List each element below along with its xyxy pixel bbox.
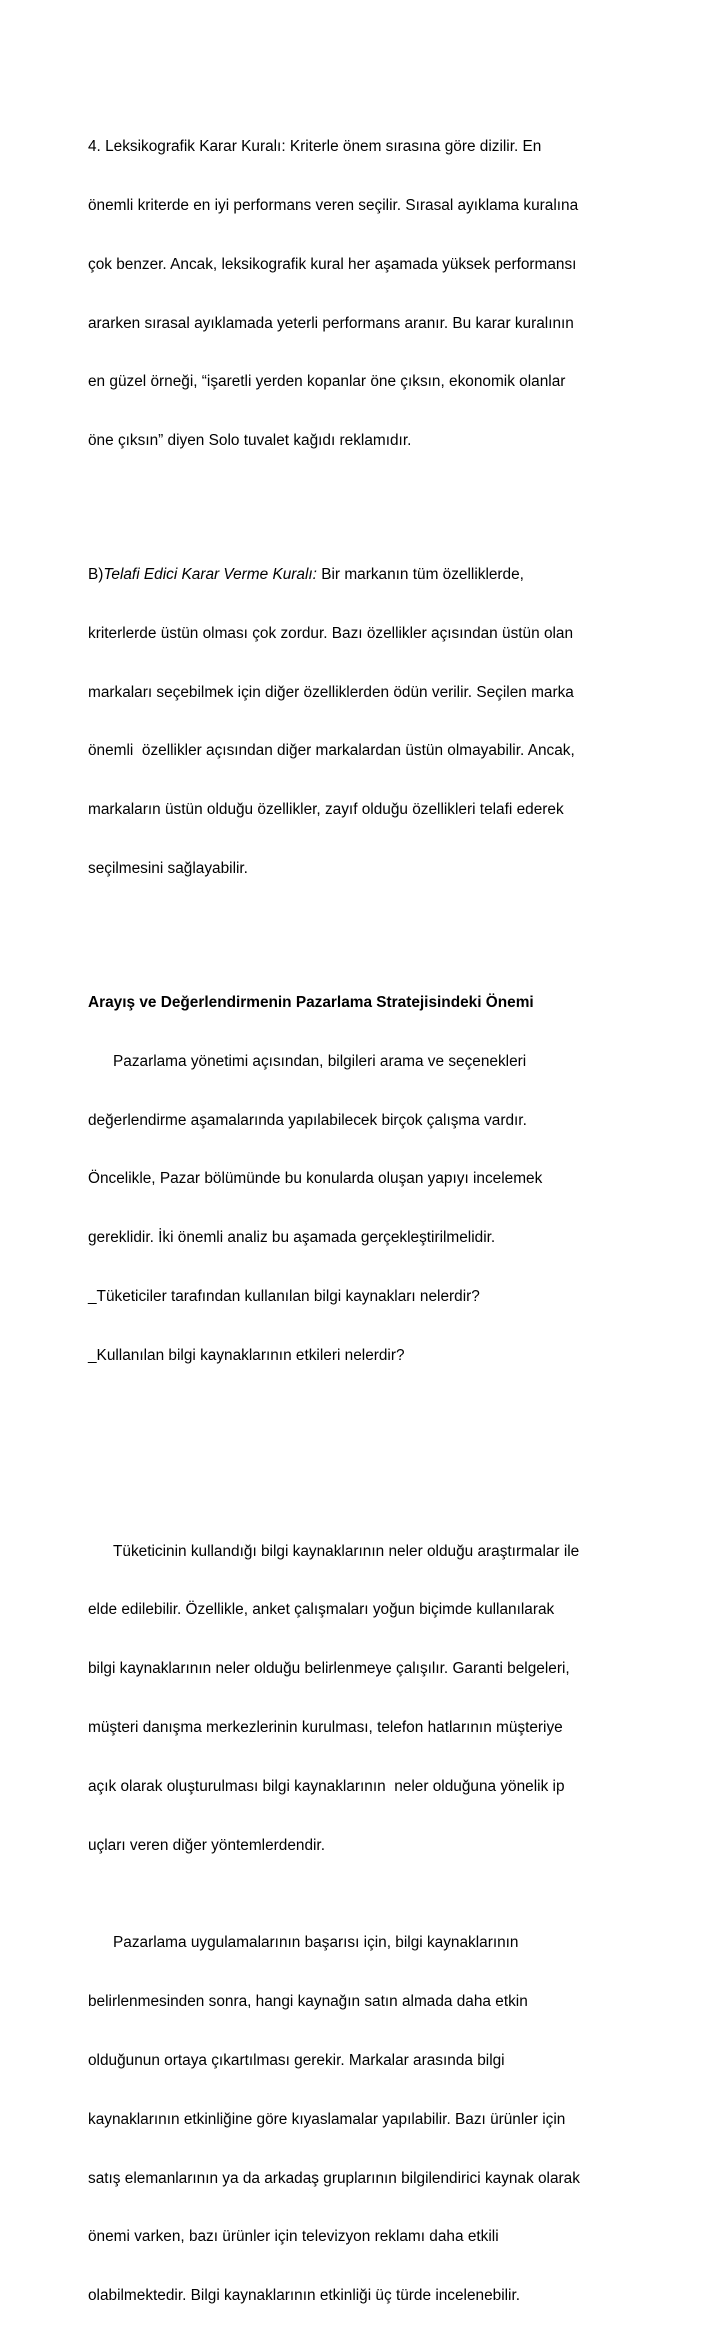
text-line: gereklidir. İki önemli analiz bu aşamada gerçekleştirilmelidir.: [88, 1229, 496, 1247]
paragraph-information-sources: [88, 1502, 688, 1894]
text-line: ararken sırasal ayıklamada yeterli performans aranır. Bu karar kuralının: [88, 314, 574, 332]
text-line: önemi varken, bazı ürünler için televizyon reklamı daha etkili: [88, 2228, 499, 2246]
text-line: açık olarak oluşturulması bilgi kaynaklarının neler olduğuna yönelik ip: [88, 1777, 565, 1795]
spacer: [88, 1404, 688, 1502]
list-prefix: B): [88, 566, 104, 584]
text-line: öne çıksın” diyen Solo tuvalet kağıdı reklamıdır.: [88, 432, 412, 450]
paragraph-compensatory-rule: [88, 526, 688, 918]
text-line: Pazarlama uygulamalarının başarısı için, bilgi kaynaklarının: [113, 1934, 519, 1952]
text-line: en güzel örneği, “işaretli yerden kopanlar öne çıksın, ekonomik olanlar: [88, 373, 566, 391]
text-line: önemli özellikler açısından diğer markalardan üstün olmayabilir. Ancak,: [88, 742, 575, 760]
text-line: olabilmektedir. Bilgi kaynaklarının etkinliği üç türde incelenebilir.: [88, 2287, 521, 2305]
text-line: müşteri danışma merkezlerinin kurulması, telefon hatlarının müşteriye: [88, 1718, 563, 1736]
text-line: satış elemanlarının ya da arkadaş gruplarının bilgilendirici kaynak olarak: [88, 2169, 580, 2187]
spacer: [88, 490, 688, 526]
text-line: seçilmesini sağlayabilir.: [88, 859, 248, 877]
text-line: çok benzer. Ancak, leksikografik kural her aşamada yüksek performansı: [88, 255, 577, 273]
text-line: belirlenmesinden sonra, hangi kaynağın satın almada daha etkin: [88, 1993, 528, 2011]
text-line: markaları seçebilmek için diğer özelliklerden ödün verilir. Seçilen marka: [88, 683, 574, 701]
text-line: Pazarlama yönetimi açısından, bilgileri arama ve seçenekleri: [113, 1052, 527, 1070]
rule-title: Telafi Edici Karar Verme Kuralı:: [103, 566, 317, 584]
text-fragment: Bir markanın tüm özelliklerde,: [316, 566, 524, 584]
text-line: değerlendirme aşamalarında yapılabilecek birçok çalışma vardır.: [88, 1111, 527, 1129]
text-line: 4. Leksikografik Karar Kuralı: Kriterle önem sırasına göre dizilir. En: [88, 138, 542, 156]
text-line: kriterlerde üstün olması çok zordur. Bazı özellikler açısından üstün olan: [88, 624, 574, 642]
text-line: uçları veren diğer yöntemlerdendir.: [88, 1836, 325, 1854]
text-line: bilgi kaynaklarının neler olduğu belirlenmeye çalışılır. Garanti belgeleri,: [88, 1660, 570, 1678]
document-page: [88, 98, 688, 2345]
section-heading: Arayış ve Değerlendirmenin Pazarlama Stratejisindeki Önemi: [88, 993, 534, 1011]
list-item: _Tüketiciler tarafından kullanılan bilgi kaynakları nelerdir?: [88, 1287, 480, 1305]
text-line: [88, 565, 688, 585]
list-item: _Kullanılan bilgi kaynaklarının etkileri nelerdir?: [88, 1346, 405, 1364]
paragraph-lexicographic-rule: [88, 98, 688, 490]
text-line: markaların üstün olduğu özellikler, zayıf olduğu özellikleri telafi ederek: [88, 801, 564, 819]
text-line: kaynaklarının etkinliğine göre kıyaslamalar yapılabilir. Bazı ürünler için: [88, 2110, 566, 2128]
paragraph-source-effectiveness: [88, 1894, 688, 2345]
text-line: elde edilebilir. Özellikle, anket çalışmaları yoğun biçimde kullanılarak: [88, 1601, 555, 1619]
text-line: önemli kriterde en iyi performans veren seçilir. Sırasal ayıklama kuralına: [88, 196, 579, 214]
text-line: Öncelikle, Pazar bölümünde bu konularda oluşan yapıyı incelemek: [88, 1170, 543, 1188]
text-line: olduğunun ortaya çıkartılması gerekir. Markalar arasında bilgi: [88, 2052, 505, 2070]
spacer: [88, 918, 688, 954]
text-line: Tüketicinin kullandığı bilgi kaynaklarının neler olduğu araştırmalar ile: [113, 1542, 580, 1560]
section-marketing-strategy: [88, 954, 688, 1405]
